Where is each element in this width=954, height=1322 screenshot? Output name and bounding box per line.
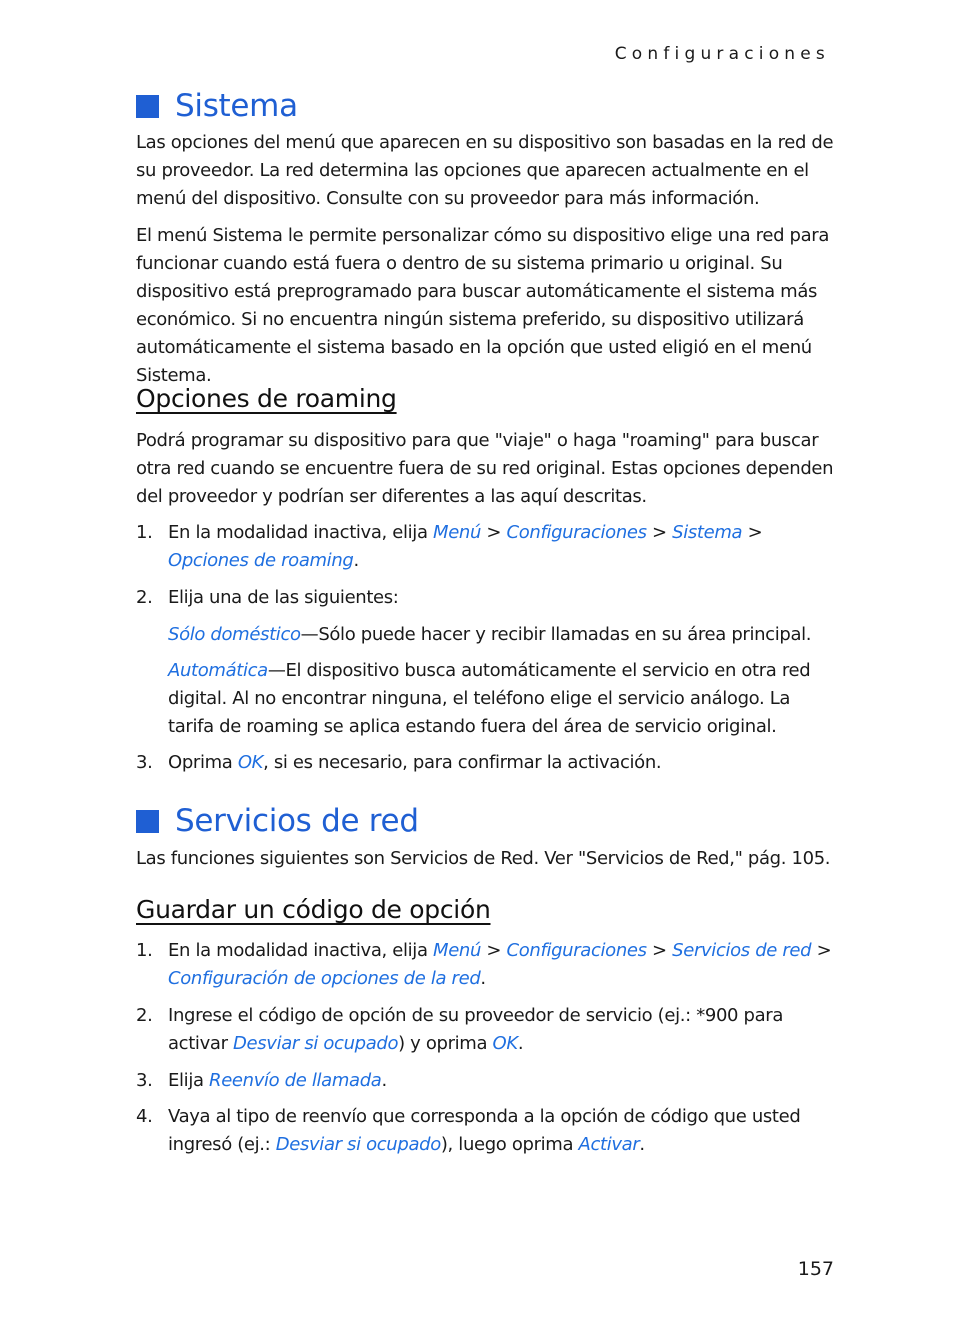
list-text: Oprima OK, si es necesario, para confirmar la activación.: [168, 752, 662, 773]
list-text: En la modalidad inactiva, elija Menú > Configuraciones > Servicios de red > Configuración de opciones de la red.: [168, 940, 832, 989]
list-text: Elija Reenvío de llamada.: [168, 1070, 387, 1091]
section-title-sistema: [136, 88, 298, 124]
menu-link: OK: [237, 752, 264, 773]
page-number: 157: [797, 1258, 834, 1280]
menu-link: Configuraciones: [506, 940, 647, 961]
running-header: Configuraciones: [614, 44, 830, 64]
menu-link: Configuración de opciones de la red: [168, 968, 481, 989]
paragraph: El menú Sistema le permite personalizar cómo su dispositivo elige una red para funcionar cuando está fuera o dentro de su sistema primario u original. Su dispositivo está preprogramado para buscar automáticamente el sistema más económico. Si no encuentra ningún sistema preferido, su dispositivo utilizará automáticamente el sistema basado en la opción que usted eligió en el menú Sistema.: [136, 225, 829, 386]
section-title-text: Servicios de red: [175, 803, 419, 839]
list-text: En la modalidad inactiva, elija Menú > Configuraciones > Sistema > Opciones de roaming.: [168, 522, 763, 571]
list-number: 1.: [136, 940, 153, 961]
menu-link: Menú: [433, 522, 482, 543]
list-text: Ingrese el código de opción de su proveedor de servicio (ej.: *900 para activar Desviar si ocupado) y oprima OK.: [168, 1005, 784, 1054]
menu-link: Menú: [433, 940, 482, 961]
list-number: 1.: [136, 522, 153, 543]
option-description: Sólo doméstico—Sólo puede hacer y recibir llamadas en su área principal.: [168, 624, 812, 645]
menu-link: Automática: [168, 660, 268, 681]
menu-link: Sólo doméstico: [168, 624, 301, 645]
paragraph: Podrá programar su dispositivo para que "viaje" o haga "roaming" para buscar otra red cuando se encuentre fuera de su red original. Estas opciones dependen del proveedor y podrían ser diferentes a las aquí descritas.: [136, 430, 834, 507]
list-number: 4.: [136, 1106, 153, 1127]
menu-link: Activar: [578, 1134, 640, 1155]
menu-link: Sistema: [672, 522, 743, 543]
subsection-title-roaming: Opciones de roaming: [136, 384, 397, 413]
list-text: Elija una de las siguientes:: [168, 587, 399, 608]
paragraph: Las opciones del menú que aparecen en su dispositivo son basadas en la red de su proveedor. La red determina las opciones que aparecen actualmente en el menú del dispositivo. Consulte con su proveedor para más información.: [136, 132, 834, 209]
subsection-title-codigo: Guardar un código de opción: [136, 895, 491, 924]
section-title-servicios: [136, 803, 419, 839]
list-text: Vaya al tipo de reenvío que corresponda a la opción de código que usted ingresó (ej.: Desviar si ocupado), luego oprima Activar.: [168, 1106, 801, 1155]
menu-link: Servicios de red: [672, 940, 812, 961]
menu-link: OK: [492, 1033, 518, 1054]
menu-link: Reenvío de llamada: [209, 1070, 382, 1091]
menu-link: Opciones de roaming: [168, 550, 354, 571]
section-title-text: Sistema: [175, 88, 298, 124]
option-description: Automática—El dispositivo busca automáticamente el servicio en otra red digital. Al no encontrar ninguna, el teléfono elige el servicio análogo. La tarifa de roaming se aplica estando fuera del área de servicio original.: [168, 660, 811, 737]
list-number: 2.: [136, 1005, 153, 1026]
paragraph: Las funciones siguientes son Servicios de Red. Ver "Servicios de Red," pág. 105.: [136, 848, 831, 869]
list-number: 3.: [136, 1070, 153, 1091]
section-marker-icon: [136, 95, 159, 118]
list-number: 3.: [136, 752, 153, 773]
section-marker-icon: [136, 810, 159, 833]
menu-link: Desviar si ocupado: [233, 1033, 399, 1054]
menu-link: Configuraciones: [506, 522, 647, 543]
menu-link: Desviar si ocupado: [275, 1134, 441, 1155]
list-number: 2.: [136, 587, 153, 608]
